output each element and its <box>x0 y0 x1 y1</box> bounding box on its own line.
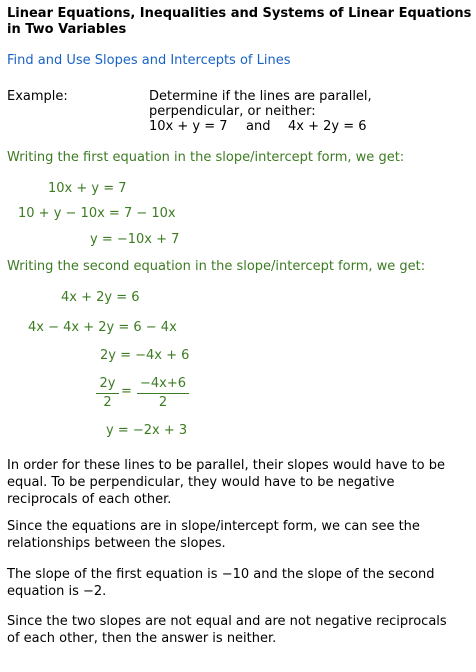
example-task-line-1: Determine if the lines are parallel, <box>149 89 372 104</box>
example-equation-1: 10x + y = 7 <box>149 119 228 134</box>
example-label: Example: <box>7 89 68 104</box>
fraction-right-denominator: 2 <box>158 395 168 410</box>
step2-line-2: 4x − 4x + 2y = 6 − 4x <box>28 320 177 335</box>
page-title: Linear Equations, Inequalities and Systems of Linear Equations in Two Variables <box>7 6 472 37</box>
step1-line-3: y = −10x + 7 <box>90 232 180 247</box>
example-task-line-2: perpendicular, or neither: <box>149 104 316 119</box>
step1-intro: Writing the first equation in the slope/intercept form, we get: <box>7 150 405 165</box>
step1-line-1: 10x + y = 7 <box>48 181 127 196</box>
fraction-left-bar <box>96 393 119 394</box>
fraction-left-numerator: 2y <box>99 376 116 391</box>
fraction-left-denominator: 2 <box>103 395 112 410</box>
example-equation-2: 4x + 2y = 6 <box>288 119 367 134</box>
fraction-right-numerator: −4x+6 <box>139 376 187 391</box>
step2-line-3: 2y = −4x + 6 <box>100 348 190 363</box>
fraction-right <box>137 376 189 410</box>
fraction-left <box>96 376 119 410</box>
section-subtitle: Find and Use Slopes and Intercepts of Lines <box>7 53 291 68</box>
explanation-paragraph-1: In order for these lines to be parallel, their slopes would have to be equal. To be perpendicular, they would have to be negative reciprocals of each other. <box>7 458 446 507</box>
fraction-equals: = <box>121 384 132 399</box>
explanation-paragraph-4: Since the two slopes are not equal and are not negative reciprocals of each other, then the answer is neither. <box>7 614 447 646</box>
fraction-right-bar <box>137 393 189 394</box>
explanation-paragraph-2: Since the equations are in slope/intercept form, we can see the relationships between the slopes. <box>7 519 420 551</box>
step2-line-1: 4x + 2y = 6 <box>61 290 140 305</box>
step2-final: y = −2x + 3 <box>106 423 188 438</box>
step1-line-2: 10 + y − 10x = 7 − 10x <box>18 206 176 221</box>
explanation-paragraph-3: The slope of the first equation is −10 and the slope of the second equation is −2. <box>7 567 435 599</box>
example-and: and <box>246 119 271 134</box>
step2-intro: Writing the second equation in the slope/intercept form, we get: <box>7 259 426 274</box>
